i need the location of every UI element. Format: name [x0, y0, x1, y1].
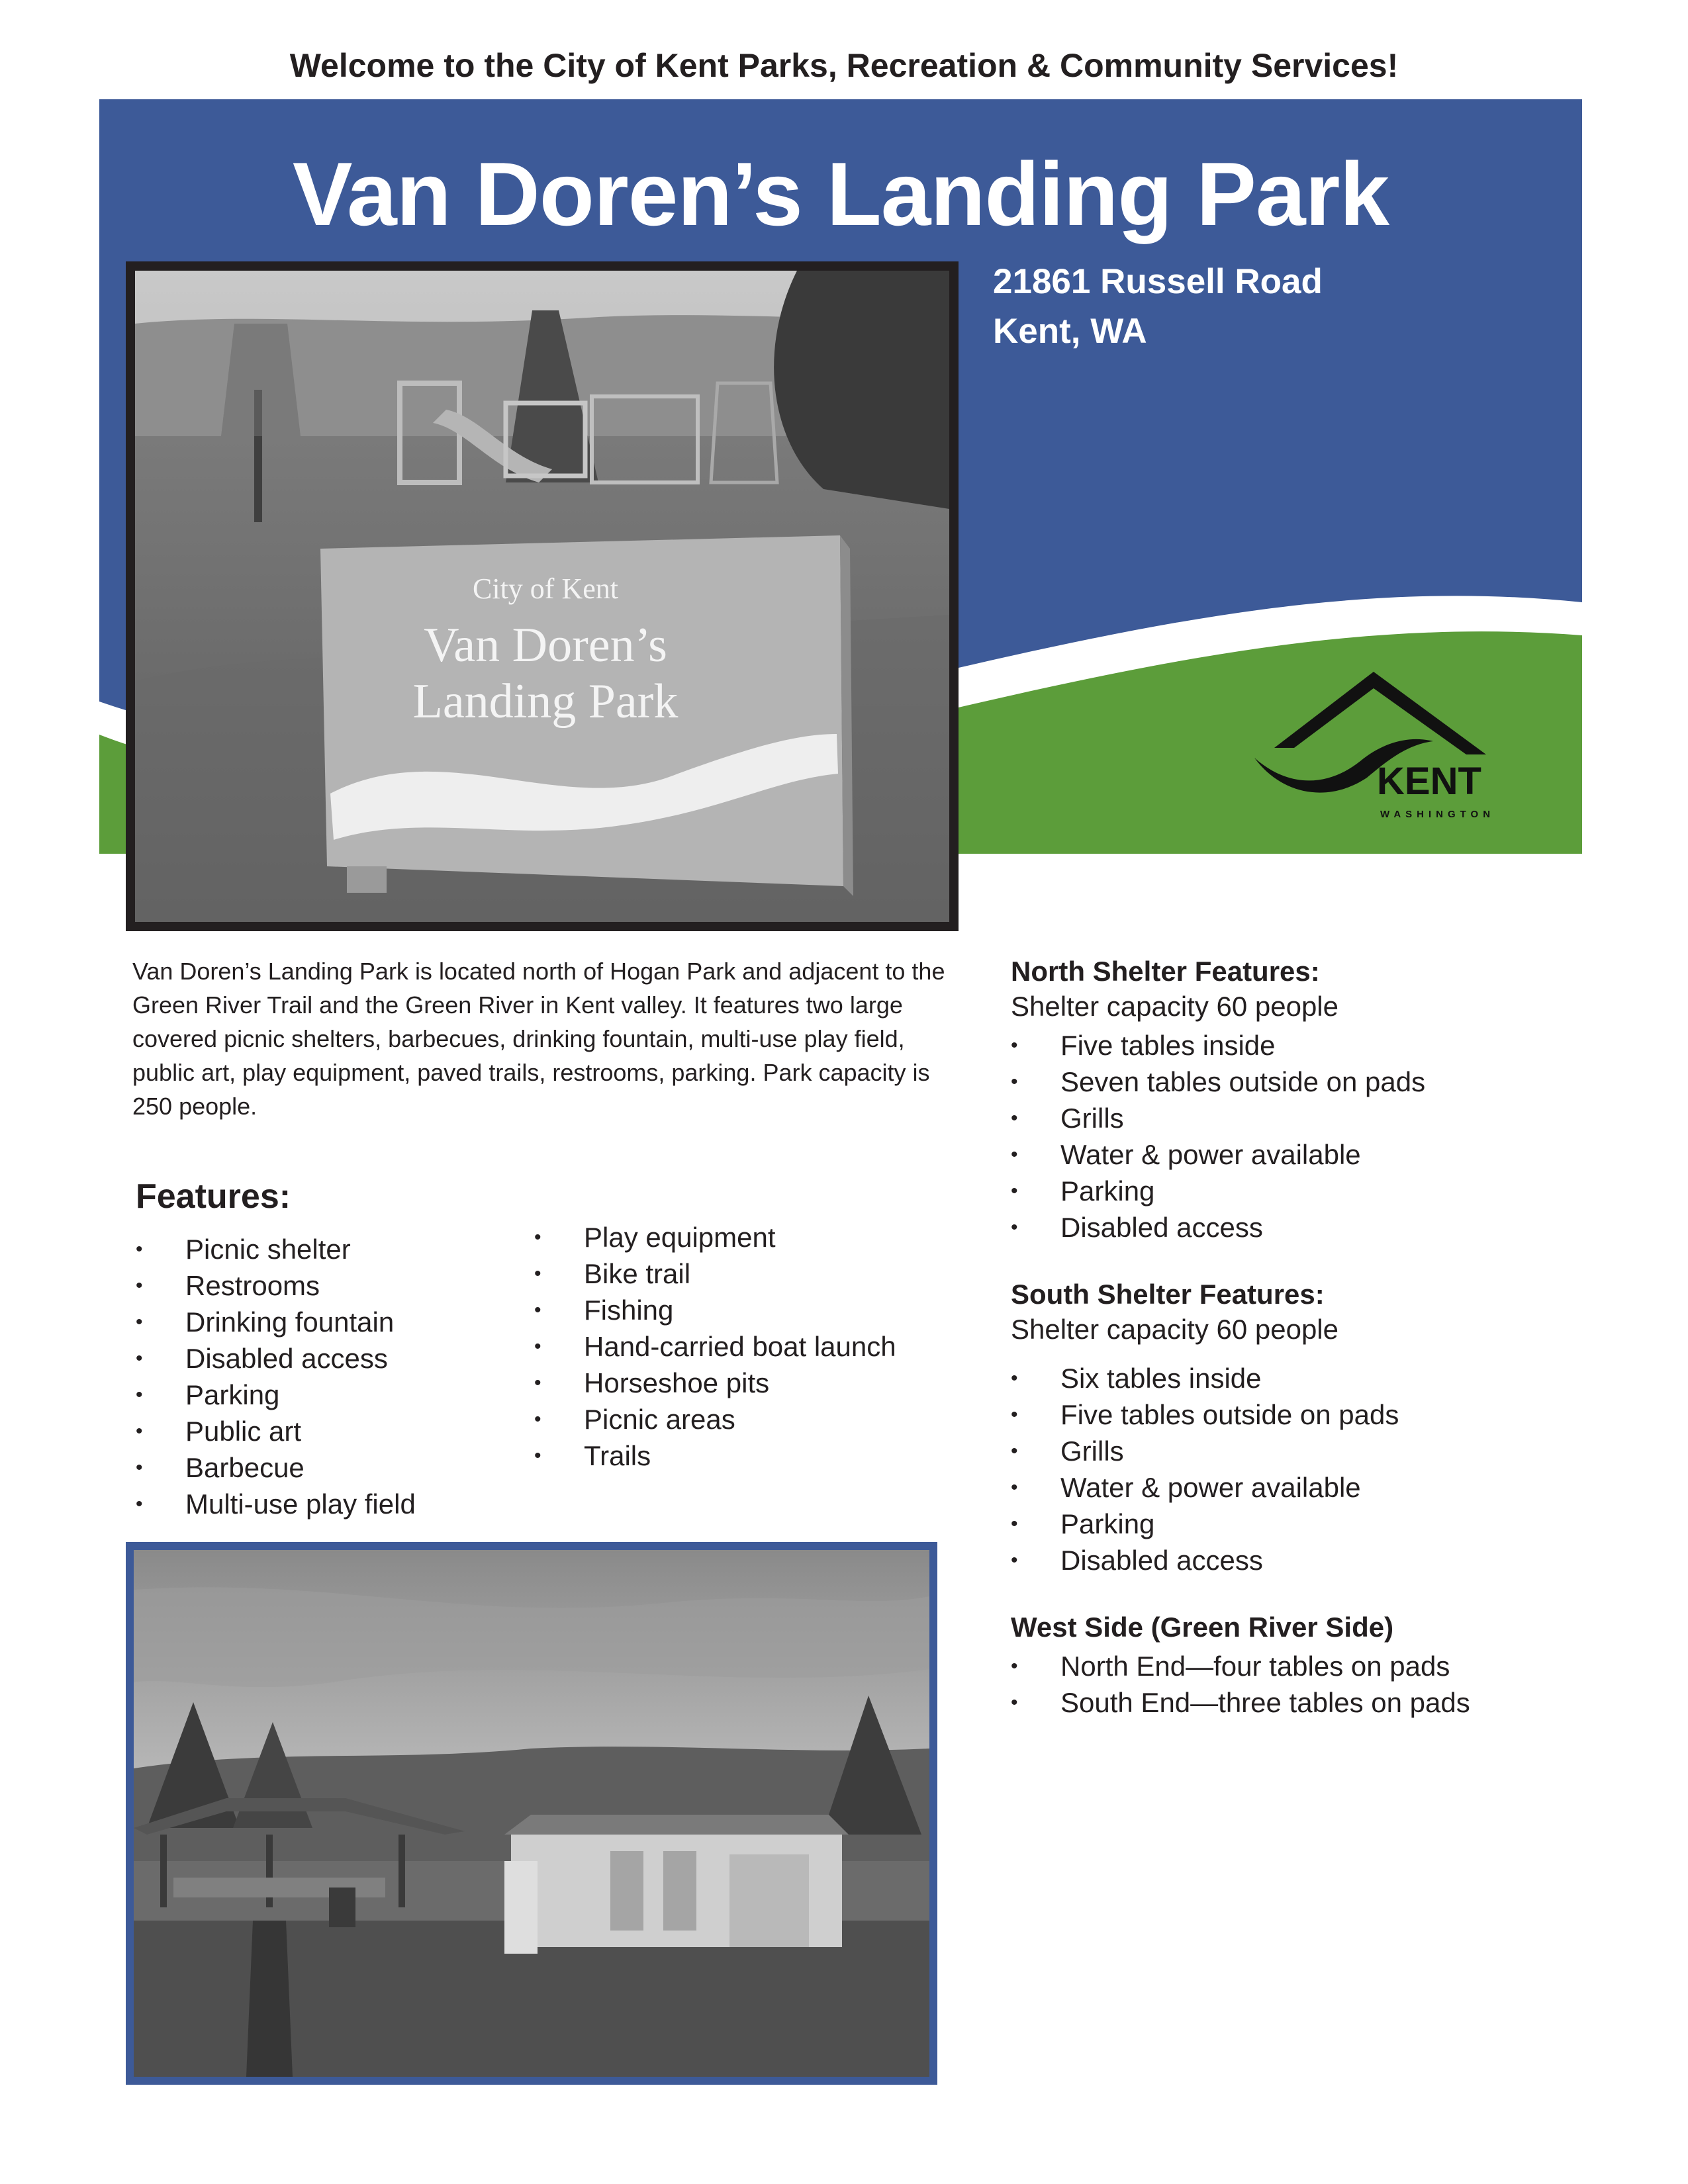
list-item: • Grills [1011, 1103, 1124, 1134]
list-item: • Water & power available [1011, 1139, 1361, 1170]
kent-logo [1248, 662, 1526, 827]
address-city: Kent, WA [993, 312, 1147, 351]
list-item: • Hand-carried boat launch [534, 1331, 896, 1362]
page-title: Van Doren’s Landing Park [292, 144, 1389, 244]
features-heading: Features: [136, 1177, 291, 1216]
features-list-1 [136, 1231, 416, 1522]
logo-text: KENT [1377, 760, 1481, 803]
west-side-list [1011, 1648, 1470, 1721]
list-item: • South End—three tables on pads [1011, 1687, 1470, 1718]
sign-line-2: Van Doren’s [424, 618, 667, 672]
list-item: • Multi-use play field [136, 1488, 416, 1520]
list-item: • Five tables outside on pads [1011, 1399, 1399, 1430]
list-item: • Picnic shelter [136, 1234, 351, 1265]
list-item: • Play equipment [534, 1222, 776, 1253]
north-shelter-heading: North Shelter Features: [1011, 956, 1320, 987]
list-item: • Restrooms [136, 1270, 320, 1301]
sign-line-3: Landing Park [412, 674, 679, 729]
list-item: • Barbecue [136, 1452, 305, 1483]
south-shelter-list [1011, 1360, 1399, 1578]
list-item: • Disabled access [1011, 1212, 1263, 1243]
west-side-heading: West Side (Green River Side) [1011, 1612, 1394, 1643]
list-item: • Picnic areas [534, 1404, 735, 1435]
list-item: • Six tables inside [1011, 1363, 1262, 1394]
list-item: • Trails [534, 1440, 651, 1471]
list-item: • Five tables inside [1011, 1030, 1276, 1061]
sign-line-1: City of Kent [473, 572, 618, 605]
intro-paragraph: Van Doren’s Landing Park is located north of Hogan Park and adjacent to the Green River Trail and the Green River in Kent valley. It features two large covered picnic shelters, barbecues, drinking fountain, multi-use play field, public art, play equipment, paved trails, restrooms, parking. Park capacity is 250 people. [132, 958, 945, 1120]
south-shelter-capacity: Shelter capacity 60 people [1011, 1314, 1338, 1345]
list-item: • Water & power available [1011, 1472, 1361, 1503]
list-item: • Seven tables outside on pads [1011, 1066, 1426, 1097]
welcome-heading: Welcome to the City of Kent Parks, Recreation & Community Services! [289, 47, 1399, 84]
list-item: • Bike trail [534, 1258, 691, 1289]
list-item: • Disabled access [136, 1343, 388, 1374]
address-street: 21861 Russell Road [993, 262, 1323, 301]
list-item: • Public art [136, 1416, 302, 1447]
list-item: • North End—four tables on pads [1011, 1651, 1450, 1682]
list-item: • Fishing [534, 1295, 674, 1326]
shelter-photo [126, 1542, 937, 2085]
south-shelter-heading: South Shelter Features: [1011, 1279, 1325, 1310]
list-item: • Parking [1011, 1508, 1155, 1539]
north-shelter-capacity: Shelter capacity 60 people [1011, 991, 1338, 1022]
logo-subtext: WASHINGTON [1380, 809, 1495, 820]
list-item: • Parking [136, 1379, 280, 1410]
list-item: • Parking [1011, 1175, 1155, 1206]
list-item: • Horseshoe pits [534, 1367, 770, 1398]
list-item: • Drinking fountain [136, 1306, 395, 1338]
north-shelter-list [1011, 1027, 1425, 1246]
features-list-2 [534, 1219, 896, 1474]
park-sign-photo [126, 261, 959, 931]
list-item: • Grills [1011, 1435, 1124, 1467]
list-item: • Disabled access [1011, 1545, 1263, 1576]
